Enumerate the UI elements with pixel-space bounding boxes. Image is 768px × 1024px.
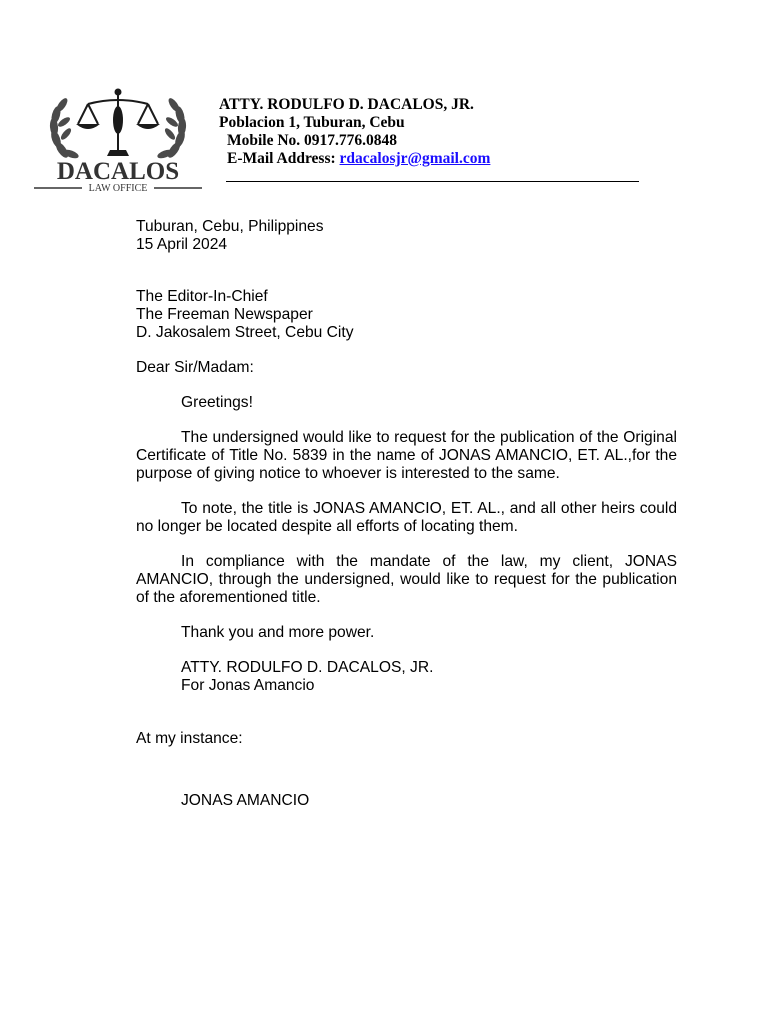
letter-body (136, 218, 677, 810)
signatory-for: For Jonas Amancio (181, 677, 315, 694)
recipient-line: The Editor-In-Chief (136, 288, 268, 305)
client-name: JONAS AMANCIO (181, 792, 310, 809)
body-paragraph: The undersigned would like to request for the publication of the Original Certificate of Title No. 5839 in the name of JONAS AMANCIO, ET. AL.,for the purpose of giving notice to whoever is interested to the same. (136, 429, 677, 482)
recipient-line: The Freeman Newspaper (136, 306, 313, 323)
letterhead-divider (226, 181, 639, 182)
greeting: Greetings! (181, 394, 253, 411)
letter-place: Tuburan, Cebu, Philippines (136, 218, 324, 235)
law-office-logo (30, 84, 206, 194)
email-label: E-Mail Address: (227, 150, 336, 167)
email-line (219, 150, 490, 168)
body-paragraph: To note, the title is JONAS AMANCIO, ET. AL., and all other heirs could no longer be located despite all efforts of locating them. (136, 500, 677, 535)
closing: Thank you and more power. (181, 624, 375, 641)
scales-of-justice-icon (30, 84, 206, 194)
email-link[interactable]: rdacalosjr@gmail.com (339, 150, 491, 167)
attorney-name: ATTY. RODULFO D. DACALOS, JR. (219, 96, 474, 113)
office-address: Poblacion 1, Tuburan, Cebu (219, 114, 405, 131)
letter-date: 15 April 2024 (136, 236, 228, 253)
body-paragraph: In compliance with the mandate of the law, my client, JONAS AMANCIO, through the undersigned, would like to request for the publication of the aforementioned title. (136, 553, 677, 606)
signatory-name: ATTY. RODULFO D. DACALOS, JR. (181, 659, 434, 676)
mobile-number: Mobile No. 0917.776.0848 (227, 132, 398, 149)
letterhead (219, 96, 490, 168)
recipient-line: D. Jakosalem Street, Cebu City (136, 324, 354, 341)
salutation: Dear Sir/Madam: (136, 359, 254, 376)
logo-wordmark: DACALOS (56, 158, 180, 185)
instance-label: At my instance: (136, 730, 243, 747)
logo-subtitle: LAW OFFICE (88, 183, 148, 194)
